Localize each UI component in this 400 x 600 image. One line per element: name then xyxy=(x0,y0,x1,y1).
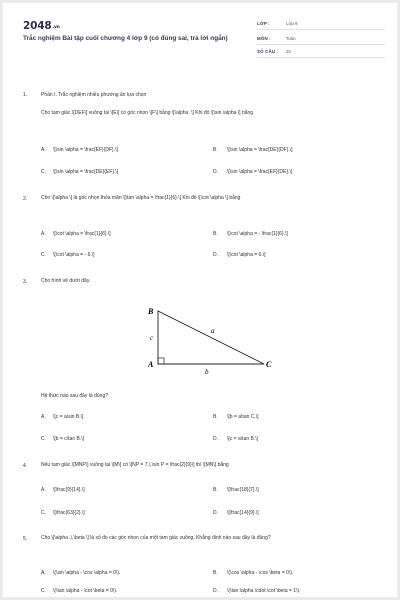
question-3-prompt: Hệ thức nào sau đây là đúng? xyxy=(41,393,109,399)
meta-key: LỚP : xyxy=(257,21,270,26)
q3-option-a-text[interactable]: \[c = a\sin B.\] xyxy=(53,414,84,420)
meta-key: SỐ CÂU : xyxy=(257,49,279,54)
meta-value: Toán xyxy=(286,36,296,41)
question-5-text: Cho \[\alpha ,\,\beta \] là số đo các góc nhọn của một tam giác vuông. Khẳng định nào sau đây là đúng? xyxy=(41,535,271,541)
q4-option-d-label[interactable]: D. xyxy=(213,510,218,516)
meta-underline xyxy=(257,57,385,58)
meta-value: 20 xyxy=(286,49,291,54)
q1-option-d-text[interactable]: \[\sin \alpha = \frac{EF}{DE}.\] xyxy=(227,169,293,175)
q1-option-c-text[interactable]: \[\sin \alpha = \frac{DE}{EF}.\] xyxy=(53,169,119,175)
q3-option-b-label[interactable]: B. xyxy=(213,414,218,420)
q1-option-d-label[interactable]: D. xyxy=(213,169,218,175)
q2-option-d-text[interactable]: \[\cot \alpha = 6.\] xyxy=(227,252,266,258)
q5-option-d-label[interactable]: D. xyxy=(213,588,218,594)
side-label-a: a xyxy=(211,327,215,335)
q2-option-a-text[interactable]: \[\cot \alpha = \frac{1}{6}.\] xyxy=(53,231,111,237)
q3-option-c-text[interactable]: \[b = c\tan B.\] xyxy=(53,436,84,442)
q5-option-b-label[interactable]: B. xyxy=(213,570,218,576)
q4-option-c-label[interactable]: C. xyxy=(41,510,46,516)
side-label-c: c xyxy=(150,334,154,342)
q3-option-b-text[interactable]: \[b = a\tan C.\] xyxy=(227,414,259,420)
q4-option-d-text[interactable]: \[\frac{14}{9}.\] xyxy=(227,510,259,516)
q5-option-a-label[interactable]: A. xyxy=(41,570,46,576)
meta-key: MÔN : xyxy=(257,36,271,41)
section-number: 1. xyxy=(23,92,28,98)
q4-option-b-label[interactable]: B. xyxy=(213,487,218,493)
meta-underline xyxy=(257,29,385,30)
vertex-label-b: B xyxy=(148,307,154,316)
question-2-number: 2. xyxy=(23,196,28,202)
q5-option-b-text[interactable]: \(\cos \alpha - \cos \beta = 0\). xyxy=(227,570,294,576)
q4-option-b-text[interactable]: \[\frac{18}{7}.\] xyxy=(227,487,259,493)
q1-option-b-text[interactable]: \[\sin \alpha = \frac{DE}{DF}.\] xyxy=(227,147,293,153)
q3-option-c-label[interactable]: C. xyxy=(41,436,46,442)
q1-option-a-text[interactable]: \[\sin \alpha = \frac{EF}{DF}.\] xyxy=(53,147,118,153)
q5-option-c-text[interactable]: \(\tan \alpha - \cot \beta = 0\). xyxy=(53,588,118,594)
q1-option-a-label[interactable]: A. xyxy=(41,147,46,153)
question-3-number: 3. xyxy=(23,279,28,285)
q1-option-b-label[interactable]: B. xyxy=(213,147,218,153)
q2-option-d-label[interactable]: D. xyxy=(213,252,218,258)
q3-option-a-label[interactable]: A. xyxy=(41,414,46,420)
question-1-text: Cho tam giác \[DEF\] vuông tại \[E\] có góc nhọn \[F\] bằng \[\alpha .\] Khi đó \[\sin \alpha \] bằng xyxy=(41,110,254,116)
logo-text: 2048 xyxy=(23,20,52,32)
q2-option-b-label[interactable]: B. xyxy=(213,231,218,237)
q3-option-d-text[interactable]: \[c = a\tan B.\] xyxy=(227,436,258,442)
question-2-text: Cho \[\alpha \] là góc nhọn thỏa mãn \[\tan \alpha = \frac{1}{6}.\] Khi đó \[\cot \alpha \] bằng xyxy=(41,195,241,201)
side-label-b: b xyxy=(205,368,209,376)
q4-option-a-text[interactable]: \[\frac{9}{14}.\] xyxy=(53,487,85,493)
q2-option-c-label[interactable]: C. xyxy=(41,252,46,258)
question-3-text: Cho hình vẽ dưới đây. xyxy=(41,278,91,284)
question-5-number: 5. xyxy=(23,536,28,542)
right-angle-marker xyxy=(158,358,164,364)
q5-option-d-text[interactable]: \(\tan \alpha \cdot \cot \beta = 1\). xyxy=(227,588,301,594)
site-logo[interactable] xyxy=(23,20,60,32)
triangle-shape xyxy=(158,311,264,364)
q5-option-c-label[interactable]: C. xyxy=(41,588,46,594)
question-4-text: Nếu tam giác \[MNP\] vuông tại \[M\] có \[NP = 7,\,\sin P = \frac{2}{9}\] thì \[MN\] bằng xyxy=(41,462,229,468)
meta-underline xyxy=(257,44,385,45)
right-triangle-figure xyxy=(3,303,397,383)
meta-value: Lớp 9 xyxy=(286,21,298,26)
q2-option-a-label[interactable]: A. xyxy=(41,231,46,237)
section-title: Phần I. Trắc nghiệm nhiều phương án lựa chọn xyxy=(41,92,147,98)
vertex-label-c: C xyxy=(266,360,272,369)
q1-option-c-label[interactable]: C. xyxy=(41,169,46,175)
question-4-number: 4. xyxy=(23,463,28,469)
q3-option-d-label[interactable]: D. xyxy=(213,436,218,442)
q4-option-a-label[interactable]: A. xyxy=(41,487,46,493)
vertex-label-a: A xyxy=(148,360,154,369)
page-title: Trắc nghiệm Bài tập cuối chương 4 lớp 9 (có đúng sai, trả lời ngắn) xyxy=(23,35,228,42)
logo-suffix: .vn xyxy=(52,25,60,30)
q2-option-b-text[interactable]: \[\cot \alpha = - \frac{1}{6}.\] xyxy=(227,231,288,237)
q2-option-c-text[interactable]: \[\cot \alpha = - 6.\] xyxy=(53,252,95,258)
q4-option-c-text[interactable]: \[\frac{63}{2}.\] xyxy=(53,510,85,516)
worksheet-page xyxy=(3,3,397,597)
q5-option-a-text[interactable]: \(\sin \alpha - \cos \alpha = 0\). xyxy=(53,570,121,576)
